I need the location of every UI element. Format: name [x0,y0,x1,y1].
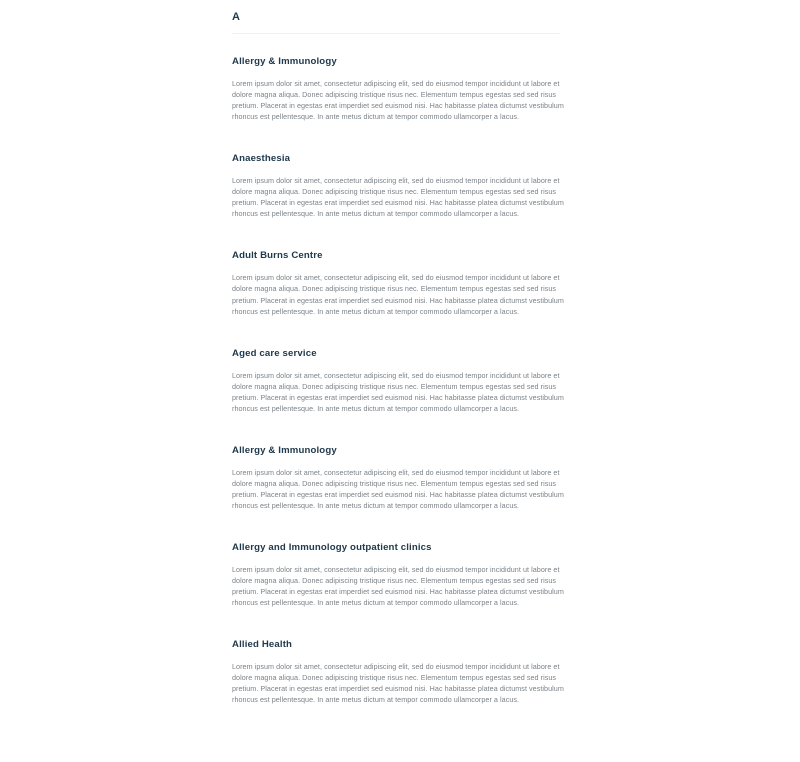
list-item [232,152,572,249]
list-item [232,55,572,152]
entry-description: Lorem ipsum dolor sit amet, consectetur adipiscing elit, sed do eiusmod tempor incididunt ut labore et dolore magna aliqua. Donec adipiscing tristique risus nec. Elementum tempus egestas sed sed risus pretium. Placerat in egestas erat imperdiet sed euismod nisi. Hac habitasse platea dictumst vestibulum rhoncus est pellentesque. In ante metus dictum at tempor commodo ullamcorper a lacus. [232,370,564,413]
entry-title[interactable]: Adult Burns Centre [232,250,323,262]
entry-description: Lorem ipsum dolor sit amet, consectetur adipiscing elit, sed do eiusmod tempor incididunt ut labore et dolore magna aliqua. Donec adipiscing tristique risus nec. Elementum tempus egestas sed sed risus pretium. Placerat in egestas erat imperdiet sed euismod nisi. Hac habitasse platea dictumst vestibulum rhoncus est pellentesque. In ante metus dictum at tempor commodo ullamcorper a lacus. [232,273,564,316]
entry-title[interactable]: Allergy and Immunology outpatient clinics [232,541,432,553]
entry-description: Lorem ipsum dolor sit amet, consectetur adipiscing elit, sed do eiusmod tempor incididunt ut labore et dolore magna aliqua. Donec adipiscing tristique risus nec. Elementum tempus egestas sed sed risus pretium. Placerat in egestas erat imperdiet sed euismod nisi. Hac habitasse platea dictumst vestibulum rhoncus est pellentesque. In ante metus dictum at tempor commodo ullamcorper a lacus. [232,176,564,219]
entry-title[interactable]: Anaesthesia [232,153,291,165]
list-item [232,541,572,638]
entry-description: Lorem ipsum dolor sit amet, consectetur adipiscing elit, sed do eiusmod tempor incididunt ut labore et dolore magna aliqua. Donec adipiscing tristique risus nec. Elementum tempus egestas sed sed risus pretium. Placerat in egestas erat imperdiet sed euismod nisi. Hac habitasse platea dictumst vestibulum rhoncus est pellentesque. In ante metus dictum at tempor commodo ullamcorper a lacus. [232,662,564,705]
list-item [232,347,572,444]
list-item [232,638,572,735]
letter-section-header [232,0,560,34]
entry-description: Lorem ipsum dolor sit amet, consectetur adipiscing elit, sed do eiusmod tempor incididunt ut labore et dolore magna aliqua. Donec adipiscing tristique risus nec. Elementum tempus egestas sed sed risus pretium. Placerat in egestas erat imperdiet sed euismod nisi. Hac habitasse platea dictumst vestibulum rhoncus est pellentesque. In ante metus dictum at tempor commodo ullamcorper a lacus. [232,564,564,608]
entry-list [232,55,572,735]
list-item [232,249,572,346]
entry-title[interactable]: Allergy & Immunology [232,56,337,67]
entry-title[interactable]: Aged care service [232,347,317,359]
entry-description: Lorem ipsum dolor sit amet, consectetur adipiscing elit, sed do eiusmod tempor incididunt ut labore et dolore magna aliqua. Donec adipiscing tristique risus nec. Elementum tempus egestas sed sed risus pretium. Placerat in egestas erat imperdiet sed euismod nisi. Hac habitasse platea dictumst vestibulum rhoncus est pellentesque. In ante metus dictum at tempor commodo ullamcorper a lacus. [232,79,564,122]
entry-title[interactable]: Allergy & Immunology [232,444,337,456]
section-letter: A [232,11,241,23]
entry-description: Lorem ipsum dolor sit amet, consectetur adipiscing elit, sed do eiusmod tempor incididunt ut labore et dolore magna aliqua. Donec adipiscing tristique risus nec. Elementum tempus egestas sed sed risus pretium. Placerat in egestas erat imperdiet sed euismod nisi. Hac habitasse platea dictumst vestibulum rhoncus est pellentesque. In ante metus dictum at tempor commodo ullamcorper a lacus. [232,467,564,511]
entry-title[interactable]: Allied Health [232,639,293,651]
list-item [232,444,572,541]
